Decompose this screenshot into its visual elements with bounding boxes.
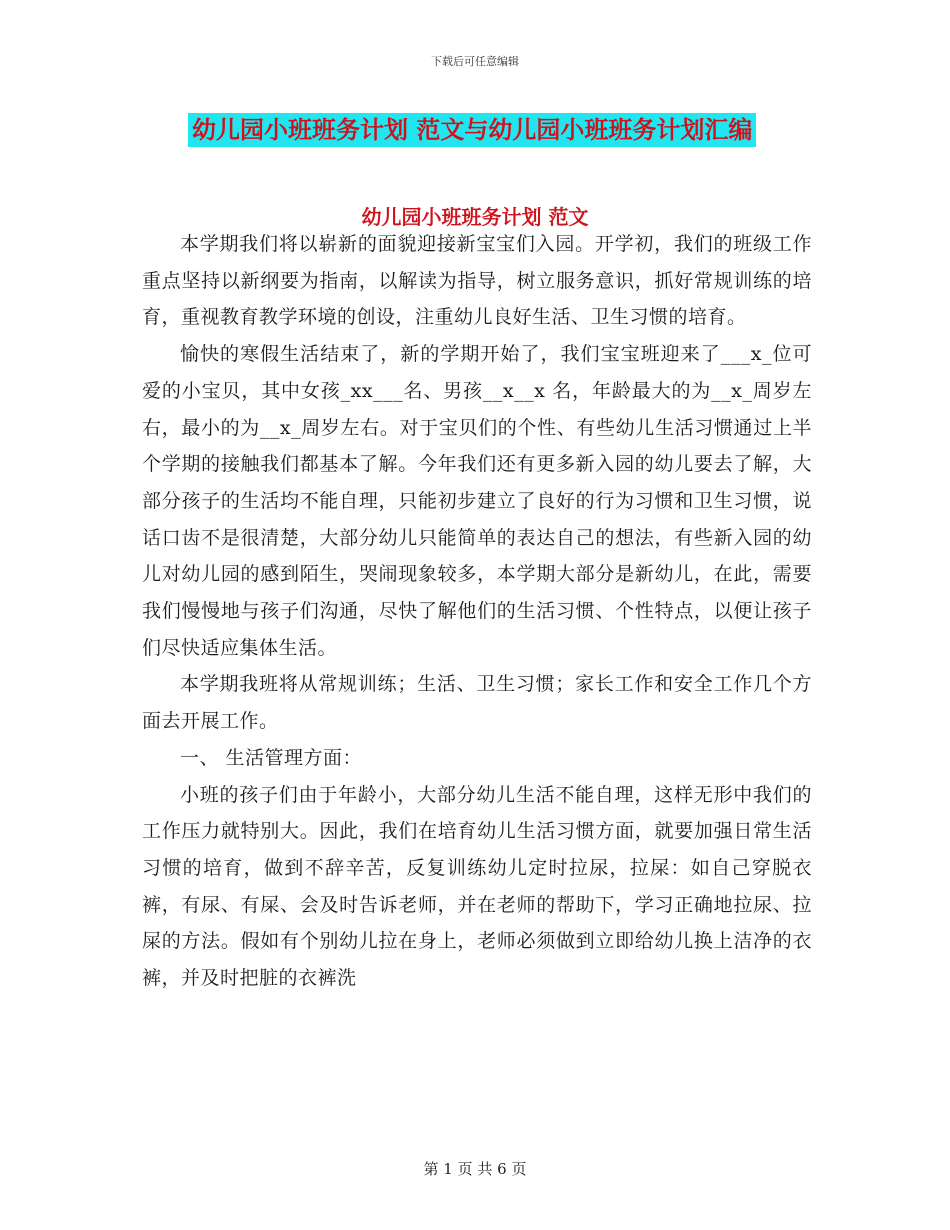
section-title: 幼儿园小班班务计划 范文 xyxy=(361,205,589,229)
paragraph: 小班的孩子们由于年龄小，大部分幼儿生活不能自理，这样无形中我们的工作压力就特别大。因此，我们在培育幼儿生活习惯方面，就要加强日常生活习惯的培育，做到不辞辛苦，反复训练幼儿定时拉尿，拉屎：如自己穿脱衣裤，有尿、有屎、会及时告诉老师，并在老师的帮助下，学习正确地拉尿、拉屎的方法。假如有个别幼儿拉在身上，老师必须做到立即给幼儿换上洁净的衣裤，并及时把脏的衣裤洗 xyxy=(142,783,812,990)
paragraph: 愉快的寒假生活结束了，新的学期开始了，我们宝宝班迎来了___x_位可爱的小宝贝，其中女孩_xx___名、男孩__x__x 名，年龄最大的为__x_周岁左右，最小的为__x_周岁左右。对于宝贝们的个性、有些幼儿生活习惯通过上半个学期的接触我们都基本了解。今年我们还有更多新入园的幼儿要去了解，大部分孩子的生活均不能自理，只能初步建立了良好的行为习惯和卫生习惯，说话口齿不是很清楚，大部分幼儿只能简单的表达自己的想法，有些新入园的幼儿对幼儿园的感到陌生，哭闹现象较多，本学期大部分是新幼儿，在此，需要我们慢慢地与孩子们沟通，尽快了解他们的生活习惯、个性特点，以便让孩子们尽快适应集体生活。 xyxy=(142,343,812,659)
page-header-note: 下载后可任意编辑 xyxy=(431,55,519,68)
paragraph: 本学期我班将从常规训练；生活、卫生习惯；家长工作和安全工作几个方面去开展工作。 xyxy=(142,673,812,733)
paragraph: 本学期我们将以崭新的面貌迎接新宝宝们入园。开学初，我们的班级工作重点坚持以新纲要为指南，以解读为指导，树立服务意识，抓好常规训练的培育，重视教育教学环境的创设，注重幼儿良好生活、卫生习惯的培育。 xyxy=(142,233,812,329)
document-main-title: 幼儿园小班班务计划 范文与幼儿园小班班务计划汇编 xyxy=(188,113,756,147)
page-footer: 第 1 页 共 6 页 xyxy=(423,1160,527,1178)
document-body xyxy=(142,226,812,997)
section-heading: 一、 生活管理方面： xyxy=(180,746,363,769)
